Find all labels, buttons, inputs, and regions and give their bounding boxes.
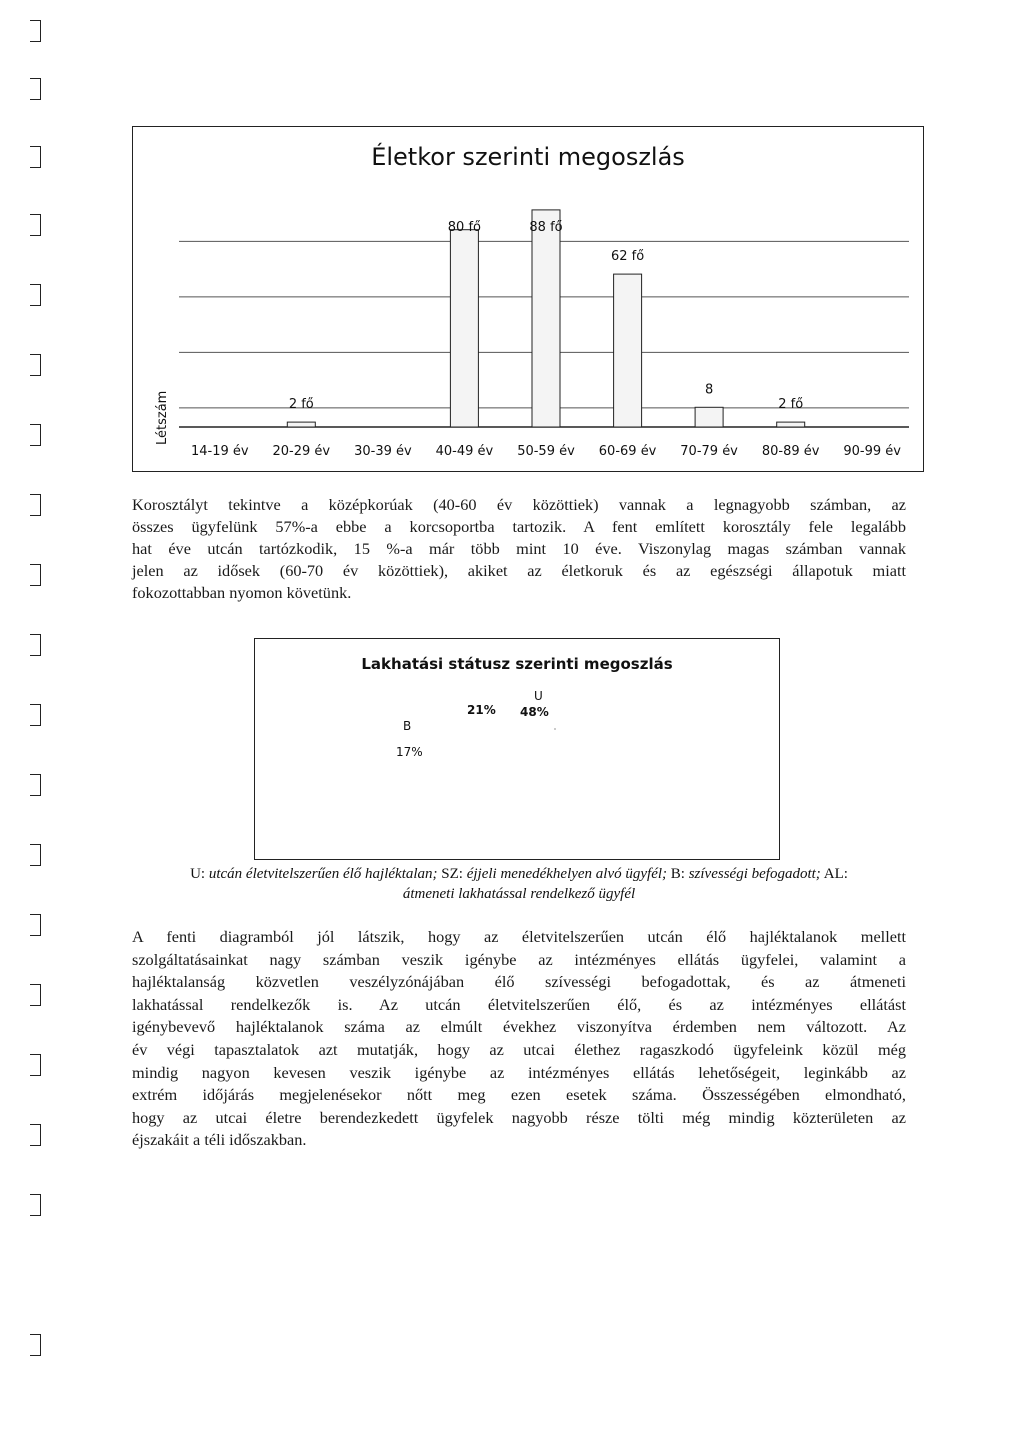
pie-value-2: 21% <box>467 703 496 717</box>
binder-mark <box>30 634 41 656</box>
data-label: 80 fő <box>447 220 482 235</box>
text-line: lakhatással rendelkezők is. Az utcán életvitelszerűen élő, és az intézményes ellátást <box>132 994 906 1014</box>
text-line: év végi tapasztalatok azt mutatják, hogy az utcai élethez ragaszkodó ügyfeleink közül még <box>132 1039 906 1059</box>
text-line: szolgáltatásainkat nagy számban veszik igénybe az intézményes ellátás ügyfelei, valamint a <box>132 949 906 969</box>
bar <box>777 422 805 427</box>
binder-mark <box>30 20 41 42</box>
binder-mark <box>30 284 41 306</box>
binder-mark <box>30 78 41 100</box>
data-label: 88 fő <box>529 220 563 235</box>
data-label: 2 fő <box>778 397 804 413</box>
binder-mark <box>30 914 41 936</box>
pie-value-u: 48% <box>520 705 549 719</box>
binder-mark <box>30 146 41 168</box>
x-tick-label: 14-19 év <box>190 444 249 459</box>
data-label: 62 fő <box>610 249 645 265</box>
legend-key-u: U: <box>190 866 206 882</box>
housing-pie-svg <box>255 639 781 861</box>
binder-mark <box>30 774 41 796</box>
text-line: extrém időjárás megjelenésekor nőtt meg ezen esetek száma. Összességében elmondható, <box>132 1085 906 1105</box>
text-line: fokozottabban nyomon követünk. <box>132 583 352 602</box>
paragraph-age <box>132 494 906 604</box>
x-tick-label: 20-29 év <box>272 444 331 459</box>
binder-mark <box>30 1194 41 1216</box>
bar <box>532 210 560 427</box>
bar <box>695 407 723 427</box>
binder-mark <box>30 1054 41 1076</box>
age-chart <box>132 126 924 472</box>
paragraph-housing <box>132 926 906 1152</box>
legend-key-al: AL: <box>823 866 848 882</box>
x-tick-label: 60-69 év <box>598 444 657 459</box>
binder-mark <box>30 424 41 446</box>
age-chart-title: Életkor szerinti megoszlás <box>371 143 685 171</box>
x-tick-label: 40-49 év <box>435 444 494 459</box>
binder-mark <box>30 844 41 866</box>
text-line: A fenti diagramból jól látszik, hogy az életvitelszerűen utcán élő hajléktalanok mellett <box>132 927 906 946</box>
data-label: 2 fő <box>288 397 314 413</box>
binder-mark <box>30 564 41 586</box>
binder-mark <box>30 1334 41 1356</box>
legend-key-sz: SZ: <box>441 866 463 882</box>
binder-mark <box>30 1124 41 1146</box>
bar <box>614 274 642 427</box>
text-line: hogy az utcai életre berendezkedett ügyfelek nagyobb része tölti még mindig közterületen az <box>132 1107 906 1127</box>
binder-mark <box>30 214 41 236</box>
data-label: 8 <box>704 382 714 398</box>
housing-chart <box>254 638 780 860</box>
x-tick-label: 30-39 év <box>354 444 412 459</box>
text-line: éjszakáit a téli időszakban. <box>132 1130 307 1150</box>
pie-value-b: 17% <box>396 745 423 759</box>
housing-chart-title: Lakhatási státusz szerinti megoszlás <box>361 655 673 673</box>
text-line: hajléktalanság közvetlen veszélyzónájában élő szívességi befogadottak, és az átmeneti <box>132 972 906 992</box>
x-tick-label: 50-59 év <box>517 444 575 459</box>
legend-key-b: B: <box>670 866 685 882</box>
legend-text-al: átmeneti lakhatással rendelkező ügyfél <box>402 886 636 902</box>
legend-text-b: szívességi befogadott; <box>688 866 821 882</box>
text-line: hat éve utcán tartózkodik, 15 %-a már több mint 10 éve. Viszonylag magas számban vannak <box>132 539 906 558</box>
text-line: Korosztályt tekintve a középkorúak (40-60 év közöttiek) vannak a legnagyobb számban, az <box>132 495 906 514</box>
x-tick-label: 70-79 év <box>680 444 738 459</box>
text-line: összes ügyfelünk 57%-a ebbe a korcsoportba tartozik. A fent említett korosztály fele legalább <box>132 517 906 536</box>
binder-mark <box>30 354 41 376</box>
binder-mark <box>30 984 41 1006</box>
legend-text-sz: éjjeli menedékhelyen alvó ügyfél; <box>466 866 668 882</box>
binder-mark <box>30 494 41 516</box>
x-tick-label: 90-99 év <box>843 444 902 459</box>
text-line: mindig nagyon kevesen veszik igénybe az intézményes ellátás lehetőségeit, leginkább az <box>132 1062 906 1082</box>
pie-speck <box>554 728 556 730</box>
x-tick-label: 80-89 év <box>761 444 820 459</box>
pie-label-u: U <box>534 689 543 703</box>
binder-mark <box>30 704 41 726</box>
text-line: igénybevevő hajléktalanok száma az elmúlt évekhez viszonyítva érdemben nem változott. Az <box>132 1017 906 1037</box>
bar <box>287 422 315 427</box>
pie-label-b: B <box>403 719 412 733</box>
housing-legend-caption <box>132 864 906 904</box>
age-chart-ylabel: Létszám <box>155 390 170 445</box>
text-line: jelen az idősek (60-70 év közöttiek), akiket az életkoruk és az egészségi állapotuk miatt <box>132 561 906 580</box>
bar <box>450 230 478 427</box>
age-chart-svg <box>133 127 925 473</box>
legend-text-u: utcán életvitelszerűen élő hajléktalan; <box>208 866 438 882</box>
